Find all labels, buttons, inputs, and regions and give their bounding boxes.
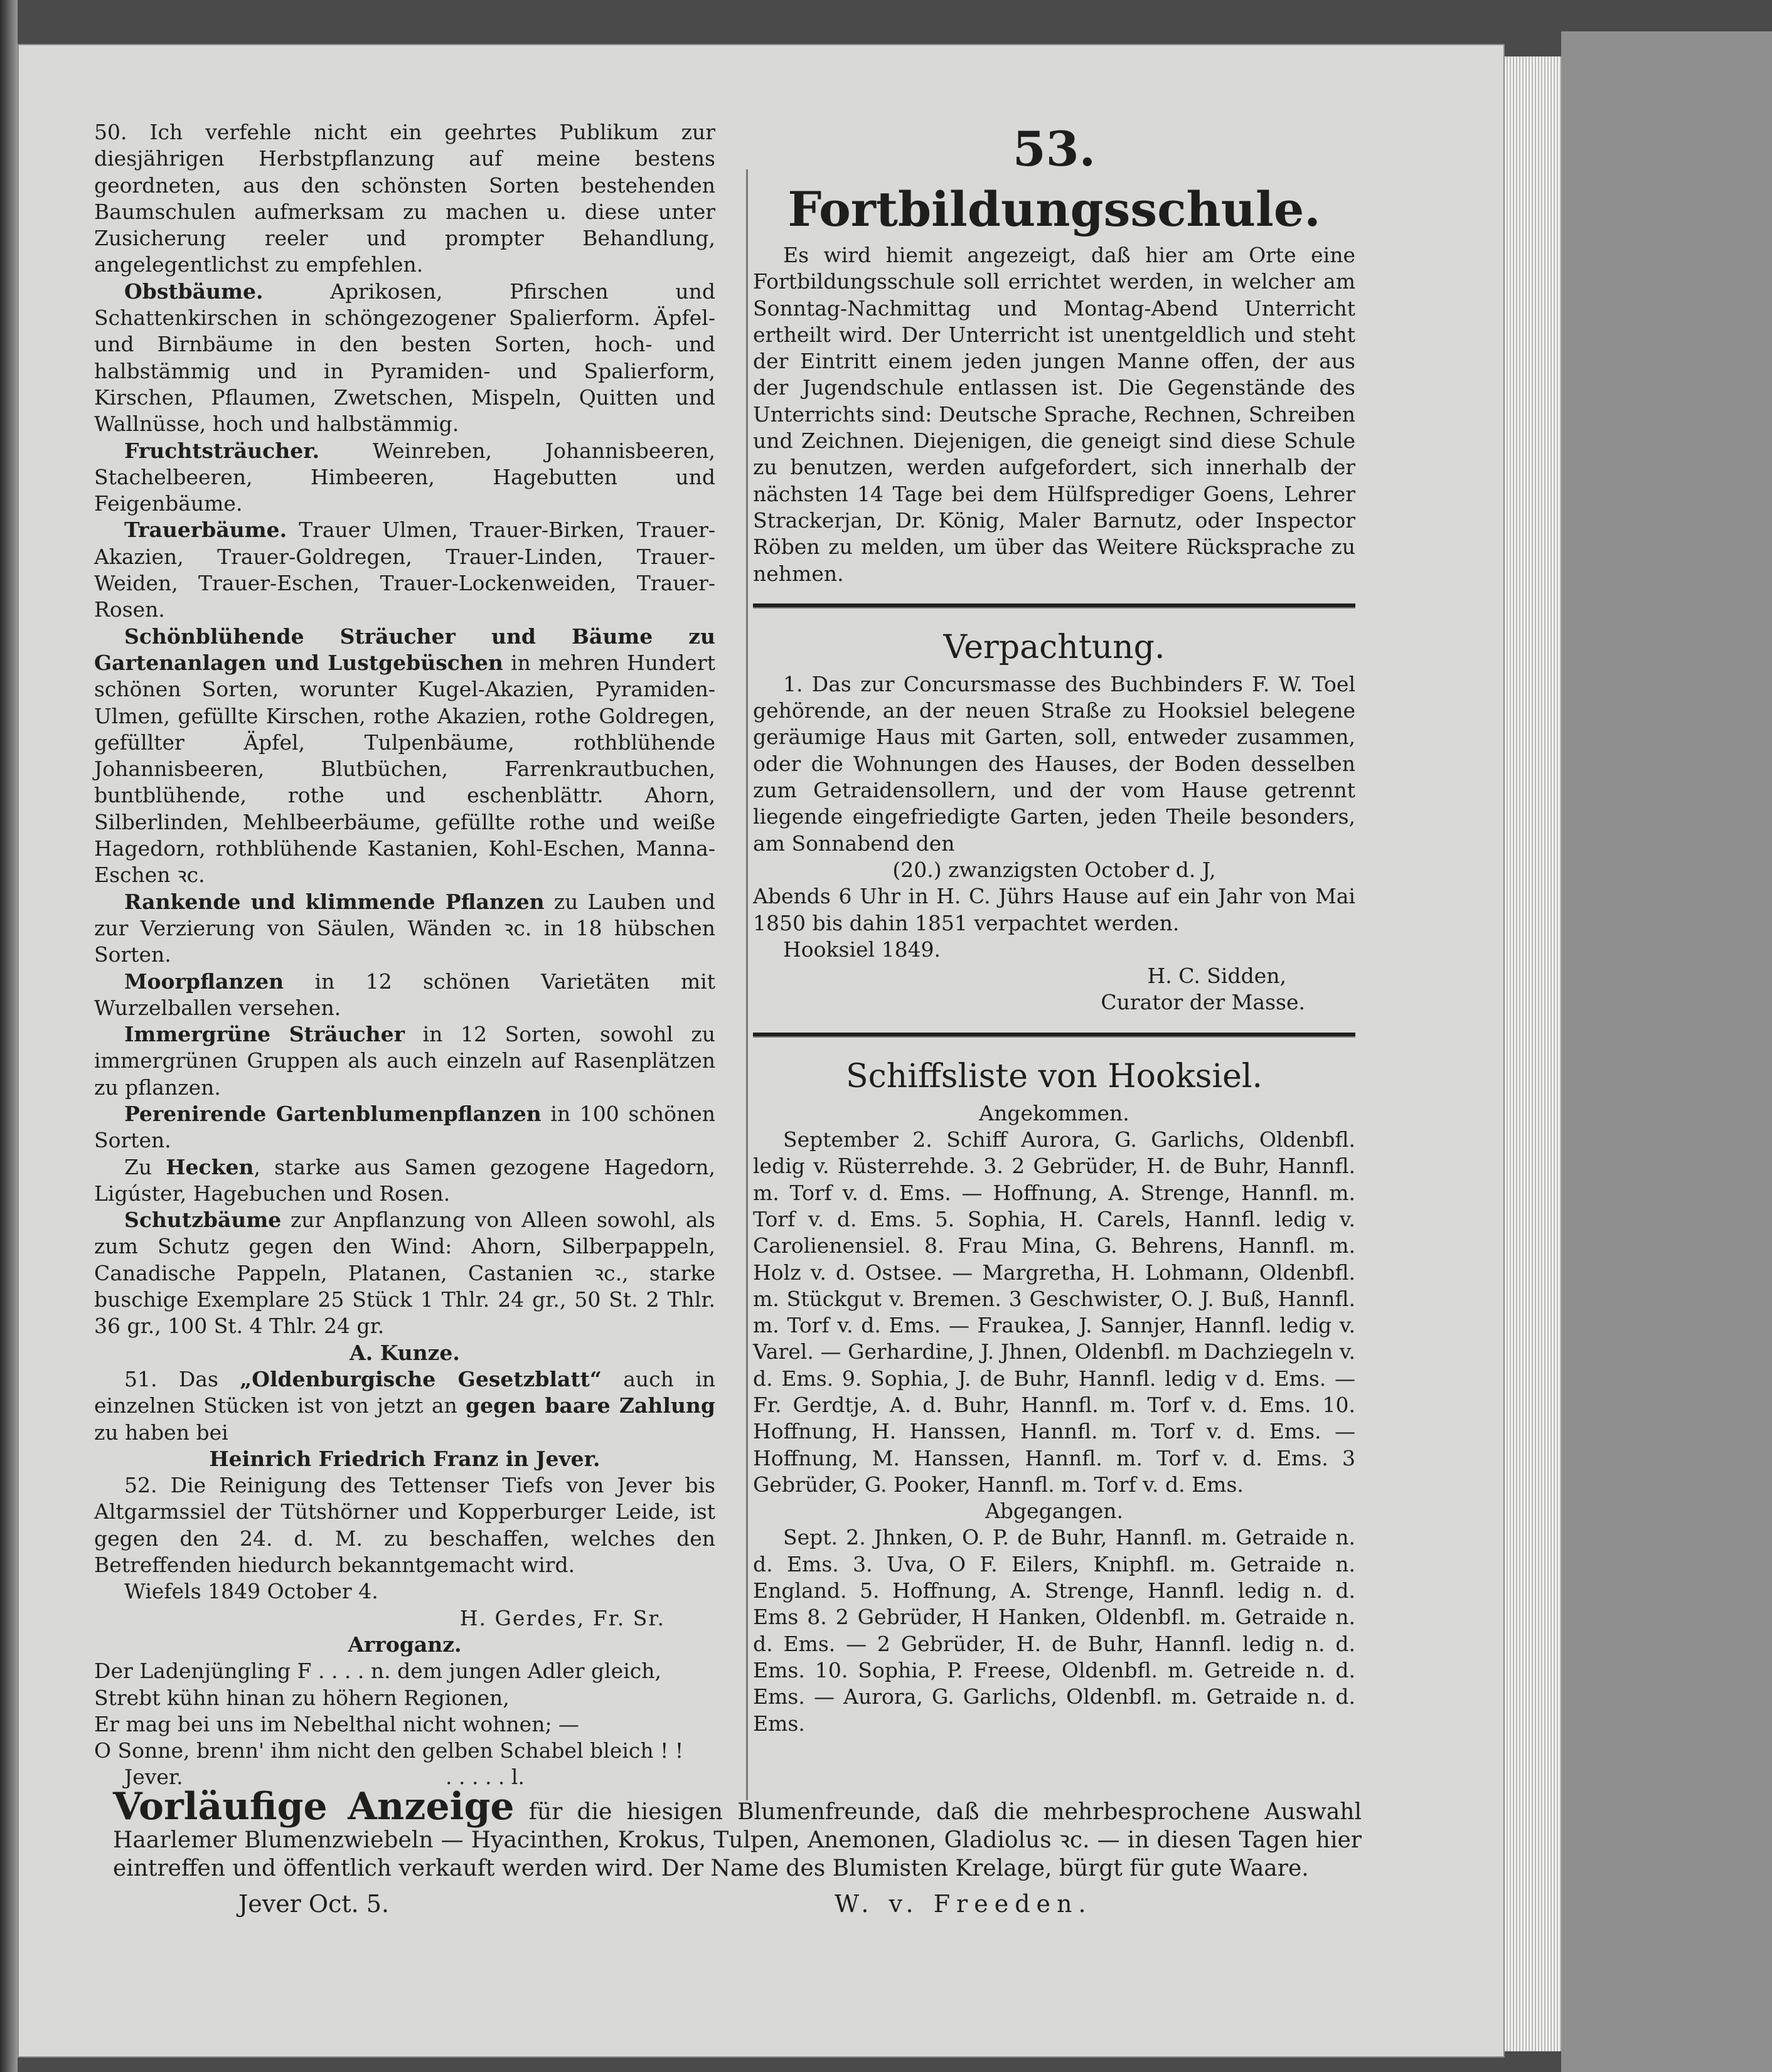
- ad-50-intro: 50. Ich verfehle nicht ein geehrtes Publikum zur diesjährigen Herbstpflanzung auf meine bestens geordneten, aus den schönsten Sorten bestehenden Baumschulen aufmerksam zu machen u. diese unter Zusicherung reeler und prompter Behandlung, angelegentlichst zu empfehlen.: [94, 120, 715, 277]
- abgegangen-list: Sept. 2. Jhnken, O. P. de Buhr, Hannfl. m. Getraide n. d. Ems. 3. Uva, O F. Eilers, Kniphfl. m. Getraide n. England. 5. Hoffnung, A. Strenge, Hannfl. ledig n. d. Ems 8. 2 Gebrüder, H Hanken, Oldenbfl. m. Getraide n. d. Ems. — 2 Gebrüder, H. de Buhr, Hannfl. ledig n. d. Ems. 10. Sophia, P. Freese, Oldenbfl. m. Getreide n. d. Ems. — Aurora, G. Garlichs, Oldenbfl. m. Getraide n. d. Ems.: [753, 1525, 1355, 1736]
- schiffsliste-heading: Schiffsliste von Hooksiel.: [845, 1057, 1263, 1095]
- bottom-body: für die hiesigen Blumenfreunde, daß die mehrbesprochene Auswahl Haarlemer Blumenzwiebeln — Hyacinthen, Krokus, Tulpen, Anemonen, Gladiolus ꝛc. — in diesen Tagen hier eintreffen und öffentlich verkauft werden wird. Der Name des Blumisten Krelage, bürgt für gute Waare.: [113, 1799, 1362, 1881]
- ad-51-tail: zu haben bei: [94, 1420, 228, 1445]
- poem-place: Jever.: [124, 1765, 183, 1790]
- verpachtung-text-1: 1. Das zur Concursmasse des Buchbinders F. W. Toel gehörende, an der neuen Straße zu Hooksiel belegene geräumige Haus mit Garten, soll, entweder zusammen, oder die Wohnungen des Hauses, der Boden desselben zum Getraidensollern, und der vom Hause getrennt liegende eingefriedigte Garten, jeden Theile besonders, am Sonnabend den: [753, 671, 1355, 856]
- ad-peren-heading: Perenirende Gartenblumenpflanzen: [124, 1101, 542, 1126]
- verpachtung-date: (20.) zwanzigsten October d. J,: [892, 857, 1216, 882]
- right-column: [753, 119, 1355, 1737]
- ad-immer-text: in 12 Sorten, sowohl zu immergrünen Gruppen als auch einzeln auf Rasenplätzen zu pflanzen.: [94, 1022, 715, 1100]
- bottom-announcement: [113, 1785, 1362, 1925]
- abgegangen-heading: Abgegangen.: [985, 1499, 1124, 1524]
- ad-51-lead: 51. Das: [124, 1366, 240, 1391]
- ad-schoenbluehende: [94, 624, 715, 889]
- ad-52-date: Wiefels 1849 October 4.: [124, 1579, 378, 1604]
- poem-line-1: Der Ladenjüngling F . . . . n. dem jungen Adler gleich,: [94, 1659, 661, 1684]
- ad-moor-heading: Moorpflanzen: [124, 969, 284, 994]
- poem-line-4: O Sonne, brenn' ihm nicht den gelben Schabel bleich ! !: [94, 1738, 684, 1763]
- verpachtung-signature-role: Curator der Masse.: [1101, 990, 1305, 1015]
- ad-schutz-text: zur Anpflanzung von Alleen sowohl, als zum Schutz gegen den Wind: Ahorn, Silberpappeln, Canadische Pappeln, Platanen, Castanien ꝛc., starke buschige Exemplare 25 Stück 1 Thlr. 24 gr., 50 St. 2 Thlr. 36 gr., 100 St. 4 Thlr. 24 gr.: [94, 1208, 715, 1339]
- poem-signature: . . . . . l.: [446, 1765, 525, 1790]
- ad-obstbaeume-text: Aprikosen, Pfirschen und Schattenkirschen in schöngezogener Spalierform. Äpfel- und Birnbäume in den besten Sorten, hoch- und halbstämmig und in Pyramiden- und Spalierform, Kirschen, Pflaumen, Zwetschen, Mispeln, Quitten und Wallnüsse, hoch und halbstämmig.: [94, 279, 715, 437]
- ad-hecken-text: , starke aus Samen gezogene Hagedorn, Ligúster, Hagebuchen und Rosen.: [94, 1154, 715, 1206]
- ad-immergruene: [94, 1021, 715, 1101]
- ad-moorpflanzen: [94, 969, 715, 1022]
- bottom-announcement-text: [113, 1785, 1362, 1883]
- ad-51: [94, 1366, 715, 1446]
- section-divider: [753, 603, 1355, 608]
- book-cover-edge: [1561, 31, 1772, 2072]
- verpachtung-text-2: Abends 6 Uhr in H. C. Jührs Hause auf ein Jahr von Mai 1850 bis dahin 1851 verpachtet werden.: [753, 884, 1355, 935]
- page-edges: [1505, 56, 1561, 2051]
- bottom-footer: [113, 1890, 1362, 1925]
- ad-immer-heading: Immergrüne Sträucher: [124, 1022, 405, 1047]
- ad-hecken-heading: Hecken: [166, 1154, 254, 1179]
- ad-rank-heading: Rankende und klimmende Pflanzen: [124, 889, 545, 914]
- ad-52: 52. Die Reinigung des Tettenser Tiefs von Jever bis Altgarmssiel der Tütshörner und Kopperburger Leide, ist gegen den 24. d. M. zu beschaffen, welches den Betreffenden hiedurch bekanntgemacht wird.: [94, 1473, 715, 1578]
- ad-51-seller: Heinrich Friedrich Franz in Jever.: [209, 1446, 600, 1471]
- ad-fruchtstraeucher: [94, 438, 715, 518]
- ad-obstbaeume-heading: Obstbäume.: [124, 279, 264, 304]
- ad-51-emph: gegen baare Zahlung: [466, 1393, 716, 1418]
- notice-53-heading: 53. Fortbildungsschule.: [787, 121, 1321, 237]
- ad-50-signature: A. Kunze.: [350, 1340, 460, 1365]
- ad-perenirende: [94, 1101, 715, 1154]
- poem-line-3: Er mag bei uns im Nebelthal nicht wohnen; —: [94, 1711, 580, 1736]
- verpachtung-place: Hooksiel 1849.: [783, 937, 941, 962]
- left-column: [94, 119, 715, 1790]
- ad-frucht-text: Weinreben, Johannisbeeren, Stachelbeeren, Himbeeren, Hagebutten und Feigenbäume.: [94, 438, 715, 516]
- ad-peren-text: in 100 schönen Sorten.: [94, 1101, 715, 1153]
- ad-hecken: [94, 1154, 715, 1208]
- ad-schutzbaeume: [94, 1207, 715, 1339]
- verpachtung-heading: Verpachtung.: [943, 628, 1165, 666]
- ad-schoen-heading: Schönblühende Sträucher und Bäume zu Gartenanlagen und Lustgebüschen: [94, 624, 715, 675]
- column-rule: [746, 169, 748, 1800]
- bottom-place-date: Jever Oct. 5.: [238, 1890, 390, 1918]
- bottom-heading: Vorläufige Anzeige: [113, 1785, 515, 1829]
- ad-frucht-heading: Fruchtsträucher.: [124, 438, 320, 463]
- ad-schutz-heading: Schutzbäume: [124, 1208, 282, 1233]
- poem-title: Arroganz.: [348, 1632, 462, 1657]
- ad-rank-text: zu Lauben und zur Verzierung von Säulen, Wänden ꝛc. in 18 hübschen Sorten.: [94, 889, 715, 967]
- ad-hecken-lead: Zu: [124, 1154, 166, 1179]
- angekommen-heading: Angekommen.: [979, 1100, 1129, 1125]
- ad-trauer-heading: Trauerbäume.: [124, 518, 287, 543]
- bottom-signature: W. v. Freeden.: [835, 1890, 1092, 1918]
- ad-51-text: auch in einzelnen Stücken ist von jetzt an: [94, 1366, 716, 1418]
- ad-obstbaeume: [94, 279, 715, 438]
- ad-rankende: [94, 889, 715, 969]
- ad-trauer-text: Trauer Ulmen, Trauer-Birken, Trauer-Akazien, Trauer-Goldregen, Trauer-Linden, Trauer-Weiden, Trauer-Eschen, Trauer-Lockenweiden, Trauer-Rosen.: [94, 518, 715, 622]
- ad-52-signature: H. Gerdes, Fr. Sr.: [459, 1605, 665, 1630]
- section-divider-2: [753, 1033, 1355, 1038]
- ad-schoen-text: in mehren Hundert schönen Sorten, worunter Kugel-Akazien, Pyramiden-Ulmen, gefüllte Kirschen, rothe Akazien, rothe Goldregen, gefüllter Äpfel, Tulpenbäume, rothblühende Johannisbeeren, Blutbüchen, Farrenkrautbuchen, buntblühende, rothe und eschenblättr. Ahorn, Silberlinden, Mehlbeerbäume, gefüllte rothe und weiße Hagedorn, rothblühende Kastanien, Kohl-Eschen, Manna-Eschen ꝛc.: [94, 650, 715, 888]
- ad-51-title: „Oldenburgische Gesetzblatt“: [240, 1366, 602, 1391]
- book-spine-shadow: [0, 0, 18, 2072]
- angekommen-list: September 2. Schiff Aurora, G. Garlichs, Oldenbfl. ledig v. Rüsterrehde. 3. 2 Gebrüder, H. de Buhr, Hannfl. m. Torf v. d. Ems. — Hoffnung, A. Strenge, Hannfl. m. Torf v. d. Ems. 5. Sophia, H. Carels, Hannfl. ledig v. Carolienensiel. 8. Frau Mina, G. Behrens, Hannfl. m. Holz v. d. Ostsee. — Margretha, H. Lohmann, Oldenbfl. m. Stückgut v. Bremen. 3 Geschwister, O. J. Buß, Hannfl. m. Torf v. d. Ems. — Fraukea, J. Sannjer, Hannfl. ledig v. Varel. — Gerhardine, J. Jhnen, Oldenbfl. m Dachziegeln v. d. Ems. 9. Sophia, J. de Buhr, Hannfl. ledig v d. Ems. — Fr. Gerdtje, A. d. Buhr, Hannfl. m. Torf v. d. Ems. 10. Hoffnung, H. Hanssen, Hannfl. m. Torf v. d. Ems. — Hoffnung, M. Hanssen, Hannfl. m. Torf v. d. Ems. 3 Gebrüder, G. Pooker, Hannfl. m. Torf v. d. Ems.: [753, 1127, 1355, 1497]
- ad-trauerbaeume: [94, 517, 715, 623]
- notice-53-text: Es wird hiemit angezeigt, daß hier am Orte eine Fortbildungsschule soll errichtet werden, in welcher am Sonntag-Nachmittag und Montag-Abend Unterricht ertheilt wird. Der Unterricht ist unentgeldlich und steht der Eintritt einem jeden jungen Manne offen, der aus der Jugendschule entlassen ist. Die Gegenstände des Unterrichts sind: Deutsche Sprache, Rechnen, Schreiben und Zeichnen. Diejenigen, die geneigt sind diese Schule zu benutzen, werden aufgefordert, sich innerhalb der nächsten 14 Tage bei dem Hülfsprediger Goens, Lehrer Strackerjan, Dr. König, Maler Barnutz, oder Inspector Röben zu melden, um über das Weitere Rücksprache zu nehmen.: [753, 243, 1355, 586]
- ad-moor-text: in 12 schönen Varietäten mit Wurzelballen versehen.: [94, 969, 715, 1020]
- poem-line-2: Strebt kühn hinan zu höhern Regionen,: [94, 1685, 510, 1710]
- verpachtung-signature-name: H. C. Sidden,: [1147, 964, 1286, 989]
